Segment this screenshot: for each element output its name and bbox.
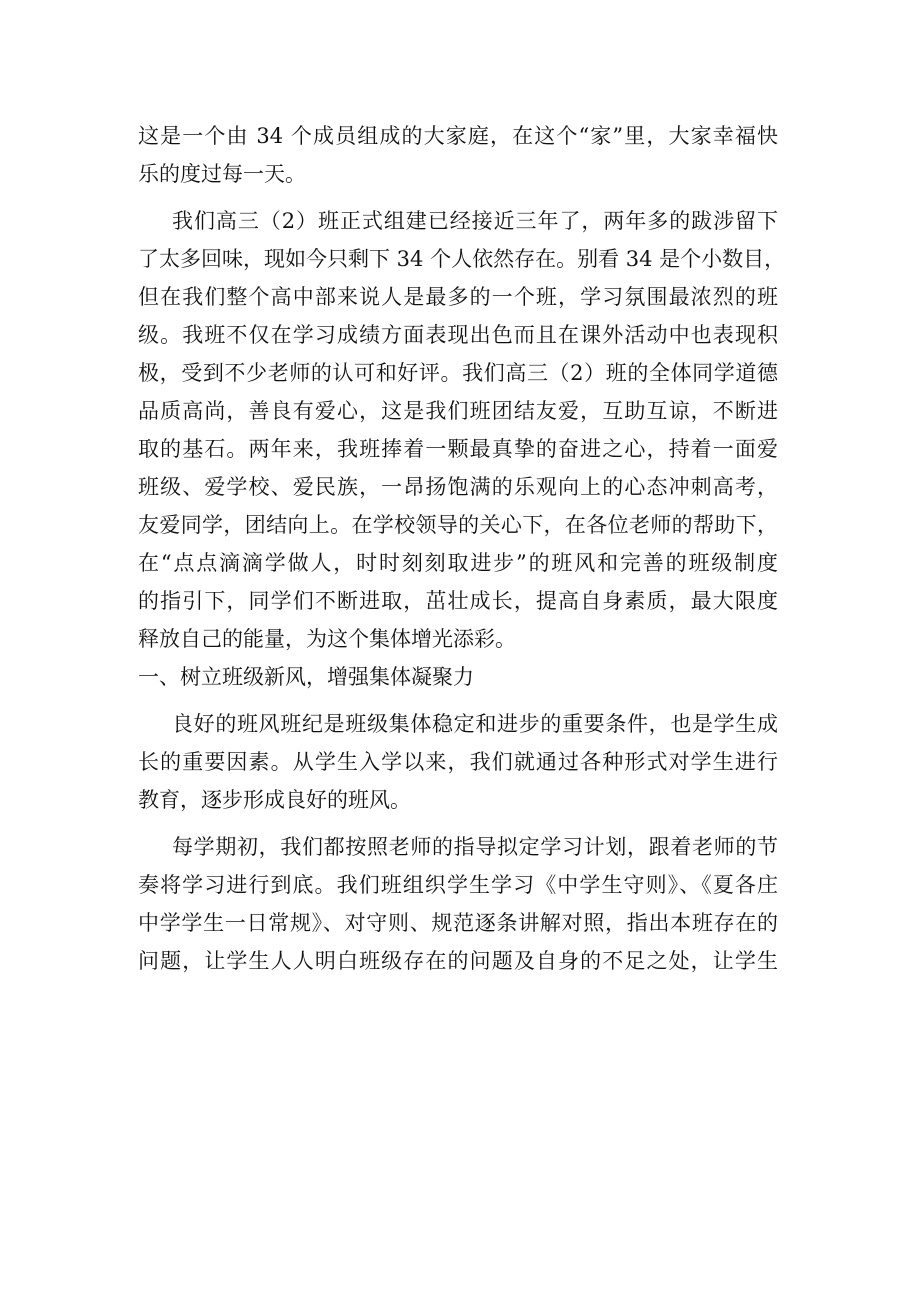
text-line: 教育，逐步形成良好的班风。 <box>138 788 411 812</box>
text-line: 品质高尚，善良有爱心，这是我们班团结友爱，互助互谅，不断进 <box>138 399 778 423</box>
text-line: 问题，让学生人人明白班级存在的问题及自身的不足之处，让学生 <box>138 949 778 973</box>
text-line: 的指引下，同学们不断进取，茁壮成长，提高自身素质，最大限度 <box>138 589 778 613</box>
paragraph-class-overview <box>138 202 786 658</box>
text-line: 长的重要因素。从学生入学以来，我们就通过各种形式对学生进行 <box>138 750 778 774</box>
text-line: 奏将学习进行到底。我们班组织学生学习《中学生守则》、《夏各庄 <box>138 873 778 897</box>
paragraph-semester-plan <box>138 828 778 980</box>
text-line: 释放自己的能量，为这个集体增光添彩。 <box>138 627 516 651</box>
text-line: 中学学生一日常规》、对守则、规范逐条讲解对照，指出本班存在的 <box>138 911 778 935</box>
paragraph-intro <box>138 117 778 193</box>
text-line: 我们高三（2）班正式组建已经接近三年了，两年多的跋涉留下 <box>172 209 778 233</box>
text-line: 极，受到不少老师的认可和好评。我们高三（2）班的全体同学道德 <box>138 361 778 385</box>
text-line: 友爱同学，团结向上。在学校领导的关心下，在各位老师的帮助下， <box>138 513 778 537</box>
document-body <box>138 117 786 980</box>
heading-text: 一、树立班级新风，增强集体凝聚力 <box>138 665 474 689</box>
text-line: 了太多回味，现如今只剩下 34 个人依然存在。别看 34 是个小数目， <box>138 247 786 271</box>
text-line: 良好的班风班纪是班级集体稳定和进步的重要条件，也是学生成 <box>172 712 778 736</box>
text-line: 但在我们整个高中部来说人是最多的一个班，学习氛围最浓烈的班 <box>138 285 778 309</box>
text-line: 这是一个由 34 个成员组成的大家庭，在这个“家”里，大家幸福快 <box>138 124 778 148</box>
text-line: 乐的度过每一天。 <box>138 162 306 186</box>
text-line: 每学期初，我们都按照老师的指导拟定学习计划，跟着老师的节 <box>172 835 778 859</box>
text-line: 取的基石。两年来，我班捧着一颗最真挚的奋进之心，持着一面爱 <box>138 437 778 461</box>
text-line: 班级、爱学校、爱民族，一昂扬饱满的乐观向上的心态冲刺高考， <box>138 475 778 499</box>
paragraph-class-style <box>138 705 778 819</box>
text-line: 级。我班不仅在学习成绩方面表现出色而且在课外活动中也表现积 <box>138 323 778 347</box>
text-line: 在“点点滴滴学做人，时时刻刻取进步”的班风和完善的班级制度 <box>138 551 778 575</box>
section-heading <box>138 658 778 696</box>
